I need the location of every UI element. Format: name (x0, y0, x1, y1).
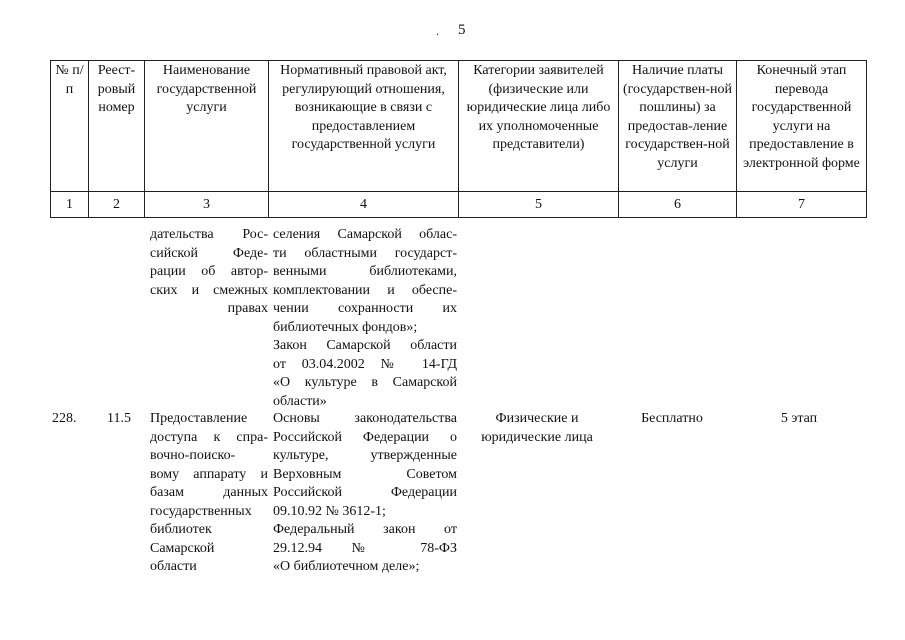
column-number: 2 (89, 192, 145, 218)
column-number: 7 (737, 192, 867, 218)
text-line: Физические и (495, 411, 579, 426)
text-line: вому аппарату и (150, 466, 268, 482)
header-number: № п/п (51, 61, 89, 192)
text-line: культуре, утвержденные (273, 448, 457, 463)
page-number: 5 (458, 22, 466, 38)
column-number: 5 (459, 192, 619, 218)
text-line: ских и смежных (150, 282, 268, 298)
header-legal-act: Нормативный правовой акт, регулирующий отношения, возникающие в связи с предоставлением государственной услуги (269, 61, 459, 192)
text-line: сийской Феде- (150, 245, 268, 261)
text-line: Федеральный закон от (273, 522, 457, 537)
text-line: рации об автор- (150, 264, 268, 279)
text-line: ти областными государст- (273, 245, 457, 261)
row-228-final-stage (734, 410, 864, 429)
text-line: от 03.04.2002 № 14-ГД (273, 356, 457, 372)
header-fee: Наличие платы (государствен-ной пошлины) за предостав-ление государствен-ной услуги (619, 61, 737, 192)
text-line: области (150, 559, 197, 574)
text-line: 29.12.94 № 78-ФЗ (273, 540, 457, 556)
text-line: Российской Федерации (273, 485, 457, 500)
text-line: дательства Рос- (150, 227, 268, 242)
text-line: вочно-поиско- (150, 448, 236, 463)
text-line: юридические лица (481, 429, 593, 445)
text-line: Основы законодательства (273, 411, 457, 426)
text-line: государственных (150, 503, 252, 519)
cell-text: 5 этап (780, 411, 818, 426)
continuation-service-name (150, 226, 268, 319)
text-line: Верховным Советом (273, 466, 457, 482)
cell-text: 11.5 (107, 411, 131, 426)
text-line: «О культуре в Самарской (273, 375, 457, 390)
cell-text: Бесплатно (641, 411, 703, 426)
column-number: 4 (269, 192, 459, 218)
text-line: «О библиотечном деле»; (273, 559, 420, 574)
text-line: чении сохранности их (273, 301, 457, 316)
cell-text: 228. (52, 411, 77, 426)
text-line: доступа к спра- (150, 429, 268, 445)
row-228-number (52, 410, 86, 429)
column-number: 1 (51, 192, 89, 218)
text-line: комплектовании и обеспе- (273, 282, 457, 298)
text-line: базам данных (150, 485, 268, 500)
column-number: 6 (619, 192, 737, 218)
text-line: правах (227, 301, 268, 316)
row-228-applicants (462, 410, 612, 447)
header-service-name: Наименование государственной услуги (145, 61, 269, 192)
text-line: Самарской (150, 540, 215, 556)
page-mark: . (436, 24, 439, 38)
column-number: 3 (145, 192, 269, 218)
row-228-registry-number (94, 410, 144, 429)
row-228-legal-act (273, 410, 457, 577)
header-row (51, 61, 867, 192)
row-228-fee (616, 410, 728, 429)
header-registry-number: Реест-ровый номер (89, 61, 145, 192)
text-line: Закон Самарской области (273, 338, 457, 353)
text-line: библиотечных фондов»; (273, 319, 418, 335)
text-line: селения Самарской облас- (273, 227, 457, 242)
row-228-service-name (150, 410, 268, 577)
text-line: библиотек (150, 522, 212, 537)
text-line: Российской Федерации о (273, 429, 457, 445)
text-line: Предоставление (150, 411, 248, 426)
text-line: 09.10.92 № 3612-1; (273, 503, 386, 519)
text-line: венными библиотеками, (273, 264, 457, 279)
text-line: области» (273, 393, 327, 409)
header-applicant-categories: Категории заявителей (физические или юридические лица либо их уполномоченные представители) (459, 61, 619, 192)
registry-table (50, 60, 867, 218)
column-number-row (51, 192, 867, 218)
continuation-legal-act (273, 226, 457, 411)
header-final-stage: Конечный этап перевода государственной услуги на предоставление в электронной форме (737, 61, 867, 192)
